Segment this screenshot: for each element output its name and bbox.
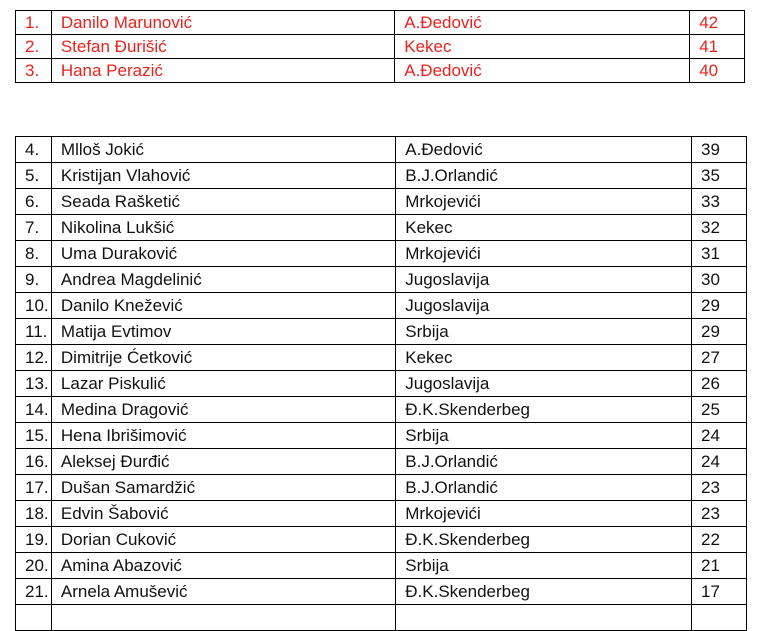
- name-cell: Uma Duraković: [51, 241, 395, 267]
- rank-cell: 19.: [16, 527, 52, 553]
- points-cell: 32: [692, 215, 747, 241]
- rank-cell: 8.: [16, 241, 52, 267]
- rank-cell: 20.: [16, 553, 52, 579]
- rank-cell: 10.: [16, 293, 52, 319]
- club-cell: Kekec: [395, 35, 690, 59]
- name-cell: Hena Ibrišimović: [51, 423, 395, 449]
- club-cell: B.J.Orlandić: [396, 475, 692, 501]
- table-row: [16, 215, 747, 241]
- club-cell: Jugoslavija: [396, 267, 692, 293]
- table-row: [16, 397, 747, 423]
- club-cell: Đ.K.Skenderbeg: [396, 397, 692, 423]
- name-cell: Seada Rašketić: [51, 189, 395, 215]
- table-row: [16, 553, 747, 579]
- points-cell: 42: [690, 11, 745, 35]
- podium-row: [16, 35, 745, 59]
- name-cell: Hana Perazić: [51, 59, 394, 83]
- name-cell: Medina Dragović: [51, 397, 395, 423]
- podium-table: [15, 10, 745, 83]
- podium-row: [16, 59, 745, 83]
- table-row: [16, 163, 747, 189]
- points-cell: [692, 605, 747, 631]
- table-row: [16, 527, 747, 553]
- club-cell: Đ.K.Skenderbeg: [396, 527, 692, 553]
- name-cell: Kristijan Vlahović: [51, 163, 395, 189]
- name-cell: Danilo Knežević: [51, 293, 395, 319]
- name-cell: Edvin Šabović: [51, 501, 395, 527]
- name-cell: Stefan Đurišić: [51, 35, 394, 59]
- club-cell: Jugoslavija: [396, 371, 692, 397]
- points-cell: 29: [692, 293, 747, 319]
- points-cell: 24: [692, 423, 747, 449]
- table-row: [16, 293, 747, 319]
- rank-cell: 6.: [16, 189, 52, 215]
- rank-cell: 16.: [16, 449, 52, 475]
- name-cell: Lazar Piskulić: [51, 371, 395, 397]
- table-row: [16, 501, 747, 527]
- points-cell: 25: [692, 397, 747, 423]
- club-cell: A.Đedović: [395, 11, 690, 35]
- club-cell: Mrkojevići: [396, 189, 692, 215]
- name-cell: Dorian Cuković: [51, 527, 395, 553]
- points-cell: 41: [690, 35, 745, 59]
- points-cell: 35: [692, 163, 747, 189]
- club-cell: A.Đedović: [396, 137, 692, 163]
- points-cell: 17: [692, 579, 747, 605]
- table-row: [16, 449, 747, 475]
- name-cell: Dimitrije Ćetković: [51, 345, 395, 371]
- club-cell: Mrkojevići: [396, 501, 692, 527]
- rank-cell: 7.: [16, 215, 52, 241]
- rank-cell: 12.: [16, 345, 52, 371]
- podium-row: [16, 11, 745, 35]
- points-cell: 26: [692, 371, 747, 397]
- points-cell: 23: [692, 501, 747, 527]
- table-row: [16, 267, 747, 293]
- rank-cell: 15.: [16, 423, 52, 449]
- name-cell: Mlloš Jokić: [51, 137, 395, 163]
- points-cell: 22: [692, 527, 747, 553]
- name-cell: Aleksej Đurđić: [51, 449, 395, 475]
- points-cell: 33: [692, 189, 747, 215]
- club-cell: Srbija: [396, 319, 692, 345]
- table-row: [16, 605, 747, 631]
- club-cell: Srbija: [396, 553, 692, 579]
- club-cell: Srbija: [396, 423, 692, 449]
- rank-cell: 13.: [16, 371, 52, 397]
- name-cell: Andrea Magdelinić: [51, 267, 395, 293]
- table-row: [16, 137, 747, 163]
- rank-cell: [16, 605, 52, 631]
- table-row: [16, 345, 747, 371]
- name-cell: Dušan Samardžić: [51, 475, 395, 501]
- rank-cell: 3.: [16, 59, 52, 83]
- club-cell: [396, 605, 692, 631]
- name-cell: Danilo Marunović: [51, 11, 394, 35]
- ranking-table: [15, 136, 747, 631]
- rank-cell: 21.: [16, 579, 52, 605]
- rank-cell: 5.: [16, 163, 52, 189]
- points-cell: 29: [692, 319, 747, 345]
- club-cell: A.Đedović: [395, 59, 690, 83]
- rank-cell: 1.: [16, 11, 52, 35]
- name-cell: Matija Evtimov: [51, 319, 395, 345]
- points-cell: 39: [692, 137, 747, 163]
- table-row: [16, 189, 747, 215]
- rank-cell: 11.: [16, 319, 52, 345]
- club-cell: B.J.Orlandić: [396, 449, 692, 475]
- name-cell: [51, 605, 395, 631]
- club-cell: Mrkojevići: [396, 241, 692, 267]
- club-cell: B.J.Orlandić: [396, 163, 692, 189]
- club-cell: Đ.K.Skenderbeg: [396, 579, 692, 605]
- club-cell: Jugoslavija: [396, 293, 692, 319]
- name-cell: Amina Abazović: [51, 553, 395, 579]
- rank-cell: 18.: [16, 501, 52, 527]
- points-cell: 40: [690, 59, 745, 83]
- name-cell: Arnela Amušević: [51, 579, 395, 605]
- points-cell: 27: [692, 345, 747, 371]
- club-cell: Kekec: [396, 345, 692, 371]
- table-row: [16, 423, 747, 449]
- points-cell: 24: [692, 449, 747, 475]
- name-cell: Nikolina Lukšić: [51, 215, 395, 241]
- points-cell: 21: [692, 553, 747, 579]
- points-cell: 23: [692, 475, 747, 501]
- club-cell: Kekec: [396, 215, 692, 241]
- rank-cell: 14.: [16, 397, 52, 423]
- table-row: [16, 475, 747, 501]
- table-row: [16, 579, 747, 605]
- rank-cell: 9.: [16, 267, 52, 293]
- rank-cell: 4.: [16, 137, 52, 163]
- points-cell: 31: [692, 241, 747, 267]
- table-row: [16, 319, 747, 345]
- table-row: [16, 371, 747, 397]
- table-row: [16, 241, 747, 267]
- points-cell: 30: [692, 267, 747, 293]
- rank-cell: 2.: [16, 35, 52, 59]
- rank-cell: 17.: [16, 475, 52, 501]
